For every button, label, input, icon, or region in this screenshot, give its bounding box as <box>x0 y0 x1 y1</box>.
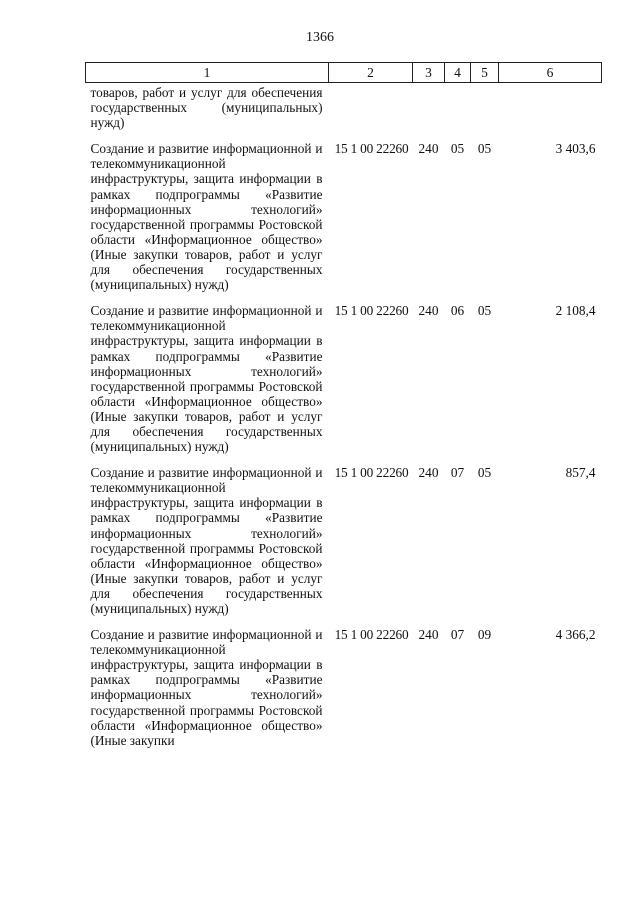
header-col-3: 3 <box>413 63 445 83</box>
row-section <box>445 83 471 142</box>
table-row <box>86 83 602 142</box>
table-header-row <box>86 63 602 83</box>
page-number: 1366 <box>306 30 334 45</box>
row-subsection: 09 <box>477 627 492 643</box>
row-expense-type: 240 <box>418 627 439 643</box>
row-subsection: 05 <box>477 303 492 319</box>
row-name: Создание и развитие информационной и телекоммуникационной инфраструктуры, защита информации в рамках подпрограммы «Развитие информационных технологий» государственной программы Ростовской области «Информационное общество» (Иные закупки товаров, работ и услуг для обеспечения государственных (муниципальных) нужд) <box>90 465 323 616</box>
row-section: 05 <box>450 141 465 157</box>
header-col-4: 4 <box>445 63 471 83</box>
budget-table <box>85 62 602 759</box>
table-row <box>86 303 602 465</box>
row-expense-type: 240 <box>418 303 439 319</box>
row-name: Создание и развитие информационной и телекоммуникационной инфраструктуры, защита информации в рамках подпрограммы «Развитие информационных технологий» государственной программы Ростовской области «Информационное общество» (Иные закупки товаров, работ и услуг для обеспечения государственных (муниципальных) нужд) <box>90 303 323 455</box>
row-section: 06 <box>450 303 465 319</box>
row-subsection: 05 <box>477 141 492 157</box>
row-amount: 2 108,4 <box>555 303 596 319</box>
row-name: Создание и развитие информационной и телекоммуникационной инфраструктуры, защита информации в рамках подпрограммы «Развитие информационных технологий» государственной программы Ростовской области «Информационное общество» (Иные закупки товаров, работ и услуг для обеспечения государственных (муниципальных) нужд) <box>90 141 323 293</box>
row-amount: 857,4 <box>565 465 596 481</box>
header-col-5: 5 <box>471 63 499 83</box>
header-col-2: 2 <box>329 63 413 83</box>
row-amount <box>499 83 602 142</box>
row-section: 07 <box>450 627 465 643</box>
header-col-1: 1 <box>86 63 329 83</box>
row-expense-type: 240 <box>418 465 439 481</box>
table-row <box>86 627 602 759</box>
row-target-code <box>329 83 413 142</box>
row-expense-type: 240 <box>418 141 439 157</box>
row-name: Создание и развитие информационной и телекоммуникационной инфраструктуры, защита информации в рамках подпрограммы «Развитие информационных технологий» государственной программы Ростовской области «Информационное общество» (Иные закупки <box>90 627 323 748</box>
row-target-code: 15 1 00 22260 <box>334 303 409 319</box>
row-subsection: 05 <box>477 465 492 481</box>
row-target-code: 15 1 00 22260 <box>334 141 409 157</box>
table-row <box>86 465 602 627</box>
row-name: товаров, работ и услуг для обеспечения государственных (муниципальных) нужд) <box>90 85 323 131</box>
row-subsection <box>471 83 499 142</box>
row-section: 07 <box>450 465 465 481</box>
header-col-6: 6 <box>499 63 602 83</box>
row-target-code: 15 1 00 22260 <box>334 627 409 643</box>
row-expense-type <box>413 83 445 142</box>
row-target-code: 15 1 00 22260 <box>334 465 409 481</box>
table-row <box>86 141 602 303</box>
row-amount: 3 403,6 <box>555 141 596 157</box>
row-amount: 4 366,2 <box>555 627 596 643</box>
